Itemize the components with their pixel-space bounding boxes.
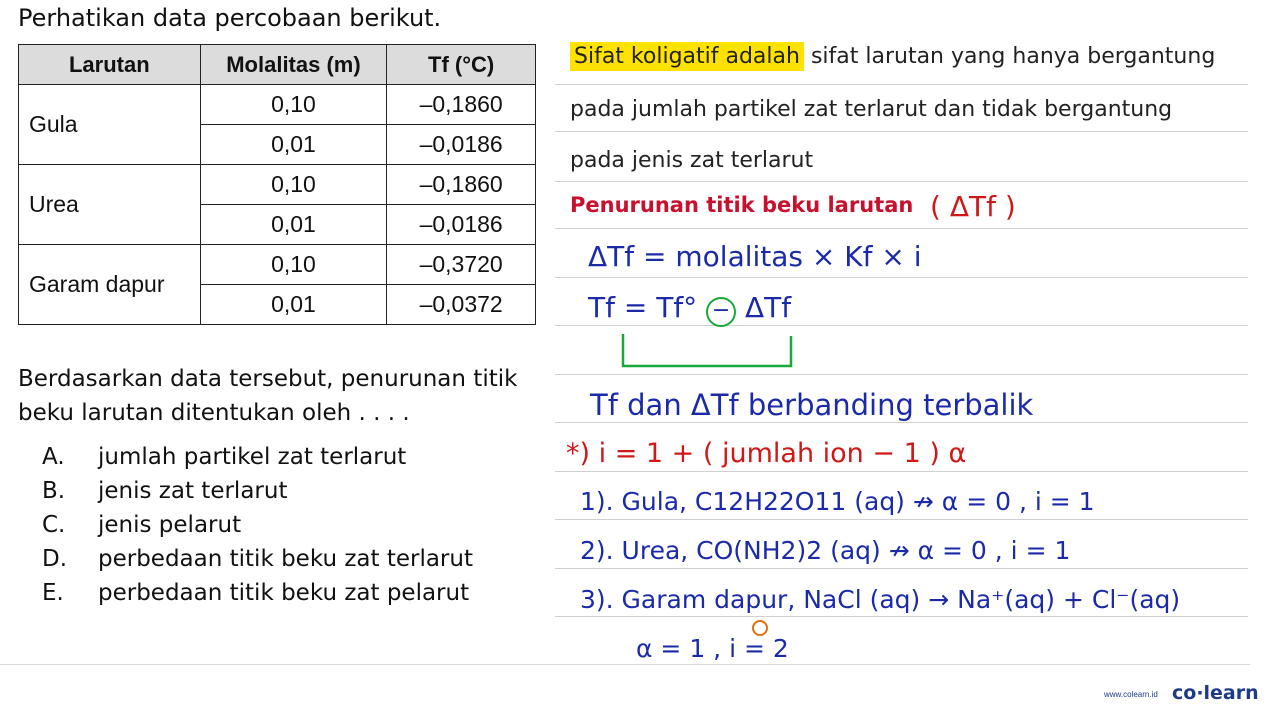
option-letter: B. (42, 478, 66, 504)
cell-molalitas: 0,01 (200, 205, 387, 245)
ruled-line (555, 131, 1248, 132)
data-table (18, 44, 536, 325)
cell-molalitas: 0,01 (200, 285, 387, 325)
row-larutan: Garam dapur (19, 245, 201, 325)
table-header-row (19, 45, 536, 85)
table-row (19, 165, 536, 205)
cell-tf: –0,1860 (387, 165, 536, 205)
answer-options (42, 440, 473, 610)
option-c[interactable] (42, 508, 473, 542)
option-letter: E. (42, 580, 64, 606)
bracket-connector (615, 330, 800, 372)
cell-tf: –0,0186 (387, 205, 536, 245)
handwritten-heading-symbol: ( ΔTf ) (930, 190, 1016, 223)
ruled-line (555, 568, 1248, 569)
definition-line: pada jumlah partikel zat terlarut dan tidak bergantung (570, 97, 1173, 122)
ruled-line (555, 84, 1248, 85)
question-text-line: Berdasarkan data tersebut, penurunan titik (18, 366, 518, 392)
option-text: perbedaan titik beku zat pelarut (98, 580, 470, 606)
cursor-marker-icon (752, 620, 768, 636)
option-e[interactable] (42, 576, 473, 610)
ruled-line (555, 422, 1248, 423)
cell-tf: –0,1860 (387, 85, 536, 125)
option-letter: A. (42, 444, 65, 470)
row-larutan: Urea (19, 165, 201, 245)
handwritten-note: Tf dan ΔTf berbanding terbalik (590, 388, 1034, 422)
option-letter: D. (42, 546, 68, 572)
cell-tf: –0,0372 (387, 285, 536, 325)
question-title: Perhatikan data percobaan berikut. (18, 4, 442, 32)
cell-molalitas: 0,01 (200, 125, 387, 165)
header-molalitas: Molalitas (m) (200, 45, 387, 85)
cell-tf: –0,0186 (387, 125, 536, 165)
ruled-line (555, 228, 1248, 229)
section-heading: Penurunan titik beku larutan (570, 193, 914, 217)
row-larutan: Gula (19, 85, 201, 165)
table-row (19, 85, 536, 125)
divider (0, 664, 1250, 665)
table-row (19, 245, 536, 285)
handwritten-item: 1). Gula, C12H22O11 (aq) ↛ α = 0 , i = 1 (580, 487, 1095, 516)
handwritten-formula: *) i = 1 + ( jumlah ion − 1 ) α (566, 438, 967, 469)
option-d[interactable] (42, 542, 473, 576)
definition-line: pada jenis zat terlarut (570, 148, 814, 173)
cell-molalitas: 0,10 (200, 245, 387, 285)
cell-tf: –0,3720 (387, 245, 536, 285)
option-letter: C. (42, 512, 66, 538)
option-b[interactable] (42, 474, 473, 508)
definition-line (570, 44, 1215, 69)
option-a[interactable] (42, 440, 473, 474)
ruled-line (555, 374, 1248, 375)
handwritten-formula (588, 291, 791, 327)
formula-part: ΔTf (745, 291, 792, 324)
header-larutan: Larutan (19, 45, 201, 85)
option-text: jenis pelarut (98, 512, 242, 538)
brand-logo: co·learn (1172, 682, 1259, 704)
handwritten-formula: ΔTf = molalitas × Kf × i (588, 240, 922, 273)
ruled-line (555, 181, 1248, 182)
definition-text: sifat larutan yang hanya bergantung (803, 44, 1216, 69)
cell-molalitas: 0,10 (200, 165, 387, 205)
question-text-line: beku larutan ditentukan oleh . . . . (18, 400, 410, 426)
cell-molalitas: 0,10 (200, 85, 387, 125)
option-text: perbedaan titik beku zat terlarut (98, 546, 473, 572)
brand-url: www.colearn.id (1104, 690, 1158, 699)
formula-part: Tf = Tf° (588, 291, 698, 324)
handwritten-item: 3). Garam dapur, NaCl (aq) → Na⁺(aq) + Cl⁻(aq) (580, 585, 1181, 614)
question-text (18, 362, 548, 430)
handwritten-item: α = 1 , i = 2 (636, 634, 789, 663)
option-text: jumlah partikel zat terlarut (98, 444, 407, 470)
formula-operator: − (706, 297, 736, 327)
option-text: jenis zat terlarut (98, 478, 288, 504)
handwritten-item: 2). Urea, CO(NH2)2 (aq) ↛ α = 0 , i = 1 (580, 536, 1071, 565)
ruled-line (555, 616, 1248, 617)
header-tf: Tf (°C) (387, 45, 536, 85)
ruled-line (555, 277, 1248, 278)
ruled-line (555, 519, 1248, 520)
definition-highlight: Sifat koligatif adalah (570, 42, 804, 71)
ruled-line (555, 471, 1248, 472)
